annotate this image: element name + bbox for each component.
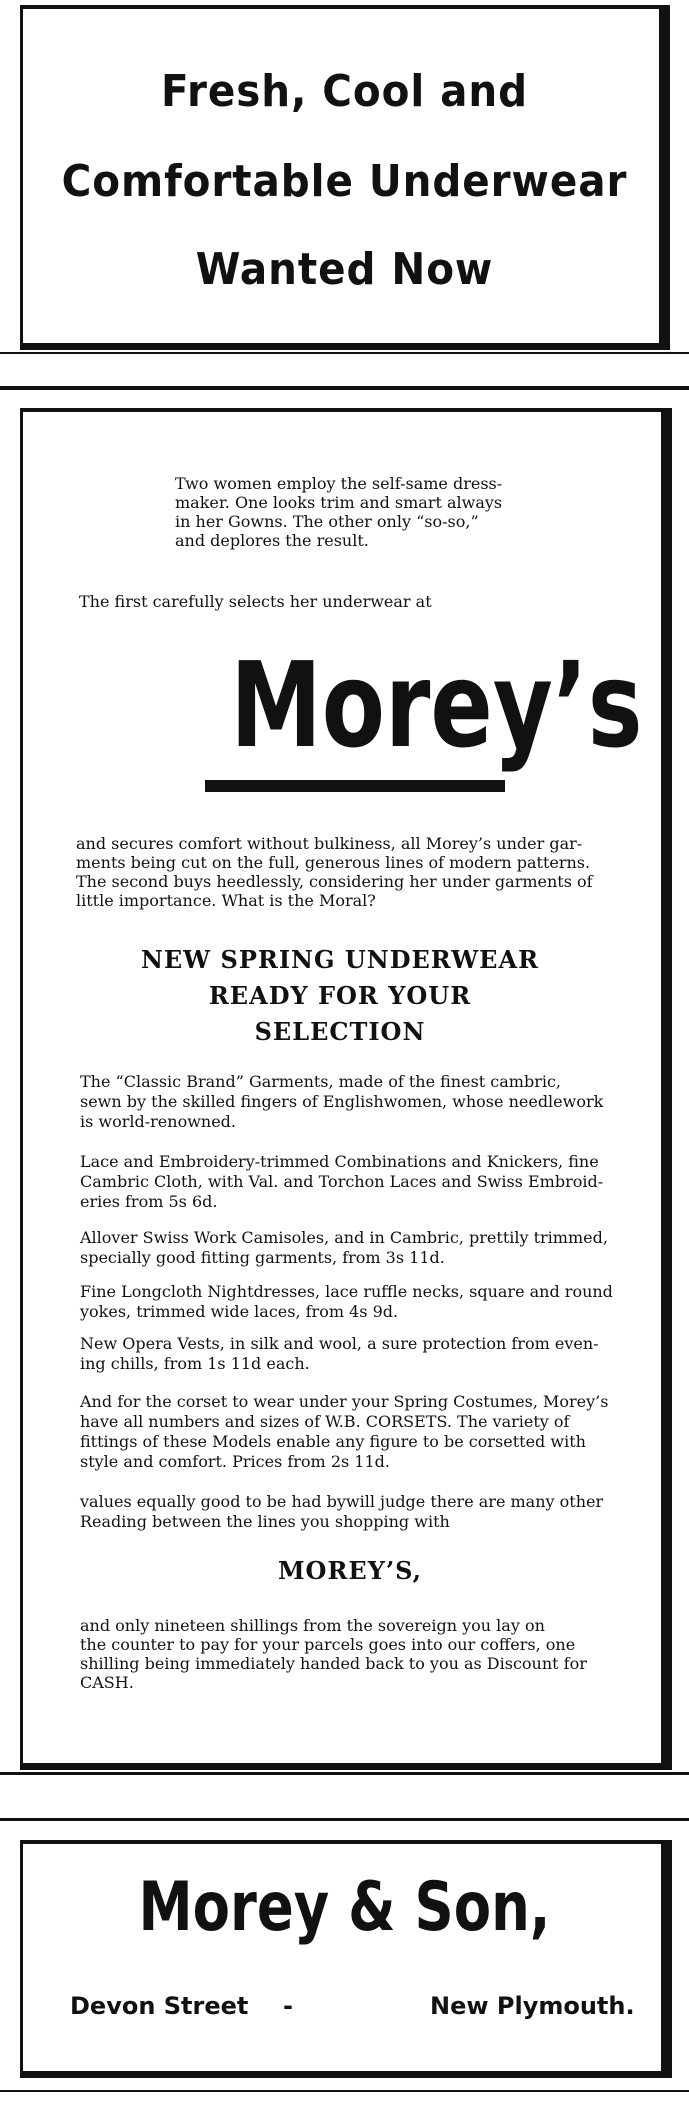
intro-paragraph — [175, 474, 530, 550]
first-selects-text: The first carefully selects her underwear at — [79, 592, 432, 611]
headline-line-1: Fresh, Cool and — [160, 66, 529, 117]
paragraph-line: sewn by the skilled fingers of Englishwomen, whose needlework — [80, 1092, 604, 1111]
headline-line-3: Wanted Now — [195, 244, 494, 295]
address-dash: - — [283, 1992, 293, 2020]
paragraph-line: Cambric Cloth, with Val. and Torchon Laces and Swiss Embroid- — [80, 1172, 604, 1191]
paragraph-line: fittings of these Models enable any figure to be corsetted with — [80, 1432, 586, 1451]
divider-rule — [0, 1772, 689, 1775]
intro-line: in her Gowns. The other only “so-so,” — [175, 512, 479, 531]
paragraph-discount — [80, 1616, 620, 1692]
moral-line: little importance. What is the Moral? — [76, 891, 376, 910]
paragraph-line: the counter to pay for your parcels goes into our coffers, one — [80, 1635, 576, 1654]
moral-line: ments being cut on the full, generous lines of modern patterns. — [76, 853, 591, 872]
paragraph-line: style and comfort. Prices from 2s 11d. — [80, 1452, 390, 1471]
paragraph-line: and only nineteen shillings from the sovereign you lay on — [80, 1616, 545, 1635]
paragraph-line: specially good fitting garments, from 3s 11d. — [80, 1248, 445, 1267]
divider-rule — [0, 2090, 689, 2092]
street-address: Devon Street — [70, 1992, 249, 2020]
paragraph-line: Fine Longcloth Nightdresses, lace ruffle necks, square and round — [80, 1282, 613, 1301]
paragraph-line: shilling being immediately handed back to you as Discount for — [80, 1654, 587, 1673]
paragraph-line: have all numbers and sizes of W.B. CORSETS. The variety of — [80, 1412, 570, 1431]
moral-line: The second buys heedlessly, considering her under garments of — [76, 872, 593, 891]
paragraph-line: Reading between the lines you shopping with — [80, 1512, 450, 1531]
divider-rule — [0, 1818, 689, 1821]
section-heading-line: READY FOR YOUR — [208, 981, 472, 1010]
brand-logo: Morey’s — [230, 636, 643, 774]
paragraph-values — [80, 1492, 620, 1532]
intro-line: and deplores the result. — [175, 531, 369, 550]
firm-name: Morey & Son, — [138, 1868, 551, 1947]
moreys-subheading: MOREY’S, — [277, 1556, 423, 1585]
paragraph-line: CASH. — [80, 1673, 134, 1692]
paragraph-classic-brand — [80, 1072, 620, 1132]
logo-underline — [205, 780, 505, 792]
paragraph-line: values equally good to be had bywill judge there are many other — [80, 1492, 604, 1511]
headline-line-2: Comfortable Underwear — [61, 156, 628, 207]
paragraph-line: yokes, trimmed wide laces, from 4s 9d. — [80, 1302, 399, 1321]
section-heading — [130, 942, 550, 1050]
paragraph-combinations — [80, 1152, 620, 1212]
section-heading-line: NEW SPRING UNDERWEAR — [140, 945, 540, 974]
paragraph-line: is world-renowned. — [80, 1112, 237, 1131]
paragraph-line: The “Classic Brand” Garments, made of the finest cambric, — [80, 1072, 562, 1091]
paragraph-line: New Opera Vests, in silk and wool, a sure protection from even- — [80, 1334, 599, 1353]
moral-line: and secures comfort without bulkiness, all Morey’s under gar- — [76, 834, 583, 853]
paragraph-line: ing chills, from 1s 11d each. — [80, 1354, 310, 1373]
paragraph-line: eries from 5s 6d. — [80, 1192, 218, 1211]
town-name: New Plymouth. — [430, 1992, 635, 2020]
paragraph-line: Lace and Embroidery-trimmed Combinations and Knickers, fine — [80, 1152, 599, 1171]
paragraph-line: And for the corset to wear under your Spring Costumes, Morey’s — [80, 1392, 609, 1411]
paragraph-opera-vests — [80, 1334, 620, 1374]
intro-line: maker. One looks trim and smart always — [175, 493, 503, 512]
divider-rule — [0, 352, 689, 354]
divider-rule — [0, 386, 689, 390]
paragraph-nightdresses — [80, 1282, 620, 1322]
section-heading-line: SELECTION — [254, 1017, 426, 1046]
paragraph-corsets — [80, 1392, 620, 1472]
paragraph-camisoles — [80, 1228, 620, 1268]
moral-paragraph — [76, 834, 616, 910]
paragraph-line: Allover Swiss Work Camisoles, and in Cambric, prettily trimmed, — [80, 1228, 608, 1247]
intro-line: Two women employ the self-same dress- — [175, 474, 503, 493]
